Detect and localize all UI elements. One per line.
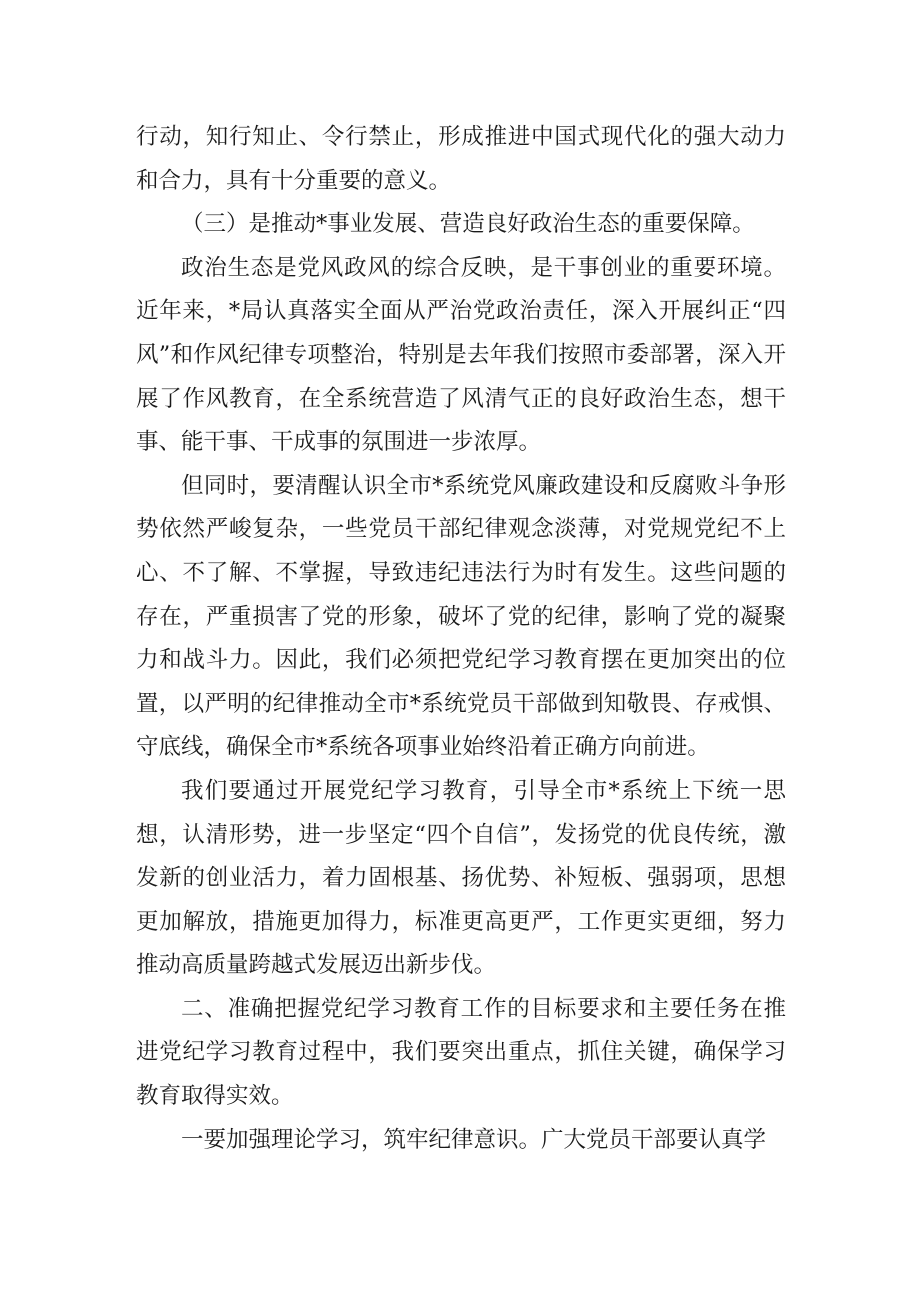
paragraph-situation: 但同时，要清醒认识全市*系统党风廉政建设和反腐败斗争形势依然严峻复杂，一些党员干部纪律观念淡薄，对党规党纪不上心、不了解、不掌握，导致违纪违法行为时有发生。这些问题的存在，严重损害了党的形象，破坏了党的纪律，影响了党的凝聚力和战斗力。因此，我们必须把党纪学习教育摆在更加突出的位置，以严明的纪律推动全市*系统党员干部做到知敬畏、存戒惧、守底线，确保全市*系统各项事业始终沿着正确方向前进。: [136, 472, 786, 761]
paragraph-goals: 我们要通过开展党纪学习教育，引导全市*系统上下统一思想，认清形势，进一步坚定“四个自信”，发扬党的优良传统，激发新的创业活力，着力固根基、扬优势、补短板、强弱项，思想更加解放，措施更加得力，标准更高更严，工作更实更细，努力推动高质量跨越式发展迈出新步伐。: [136, 777, 786, 979]
paragraph-theory-study: 一要加强理论学习，筑牢纪律意识。广大党员干部要认真学: [181, 1126, 767, 1153]
section-heading-3: （三）是推动*事业发展、营造良好政治生态的重要保障。: [181, 211, 755, 238]
paragraph-political-ecology: 政治生态是党风政风的综合反映，是干事创业的重要环境。近年来，*局认真落实全面从严治党政治责任，深入开展纠正“四风”和作风纪律专项整治，特别是去年我们按照市委部署，深入开展了作风教育，在全系统营造了风清气正的良好政治生态，想干事、能干事、干成事的氛围进一步浓厚。: [136, 254, 786, 456]
section-heading-2: 二、准确把握党纪学习教育工作的目标要求和主要任务在推进党纪学习教育过程中，我们要突出重点，抓住关键，确保学习教育取得实效。: [136, 995, 786, 1110]
paragraph-continuation: 行动，知行知止、令行禁止，形成推进中国式现代化的强大动力和合力，具有十分重要的意义。: [136, 124, 786, 194]
document-body: [136, 116, 786, 1162]
